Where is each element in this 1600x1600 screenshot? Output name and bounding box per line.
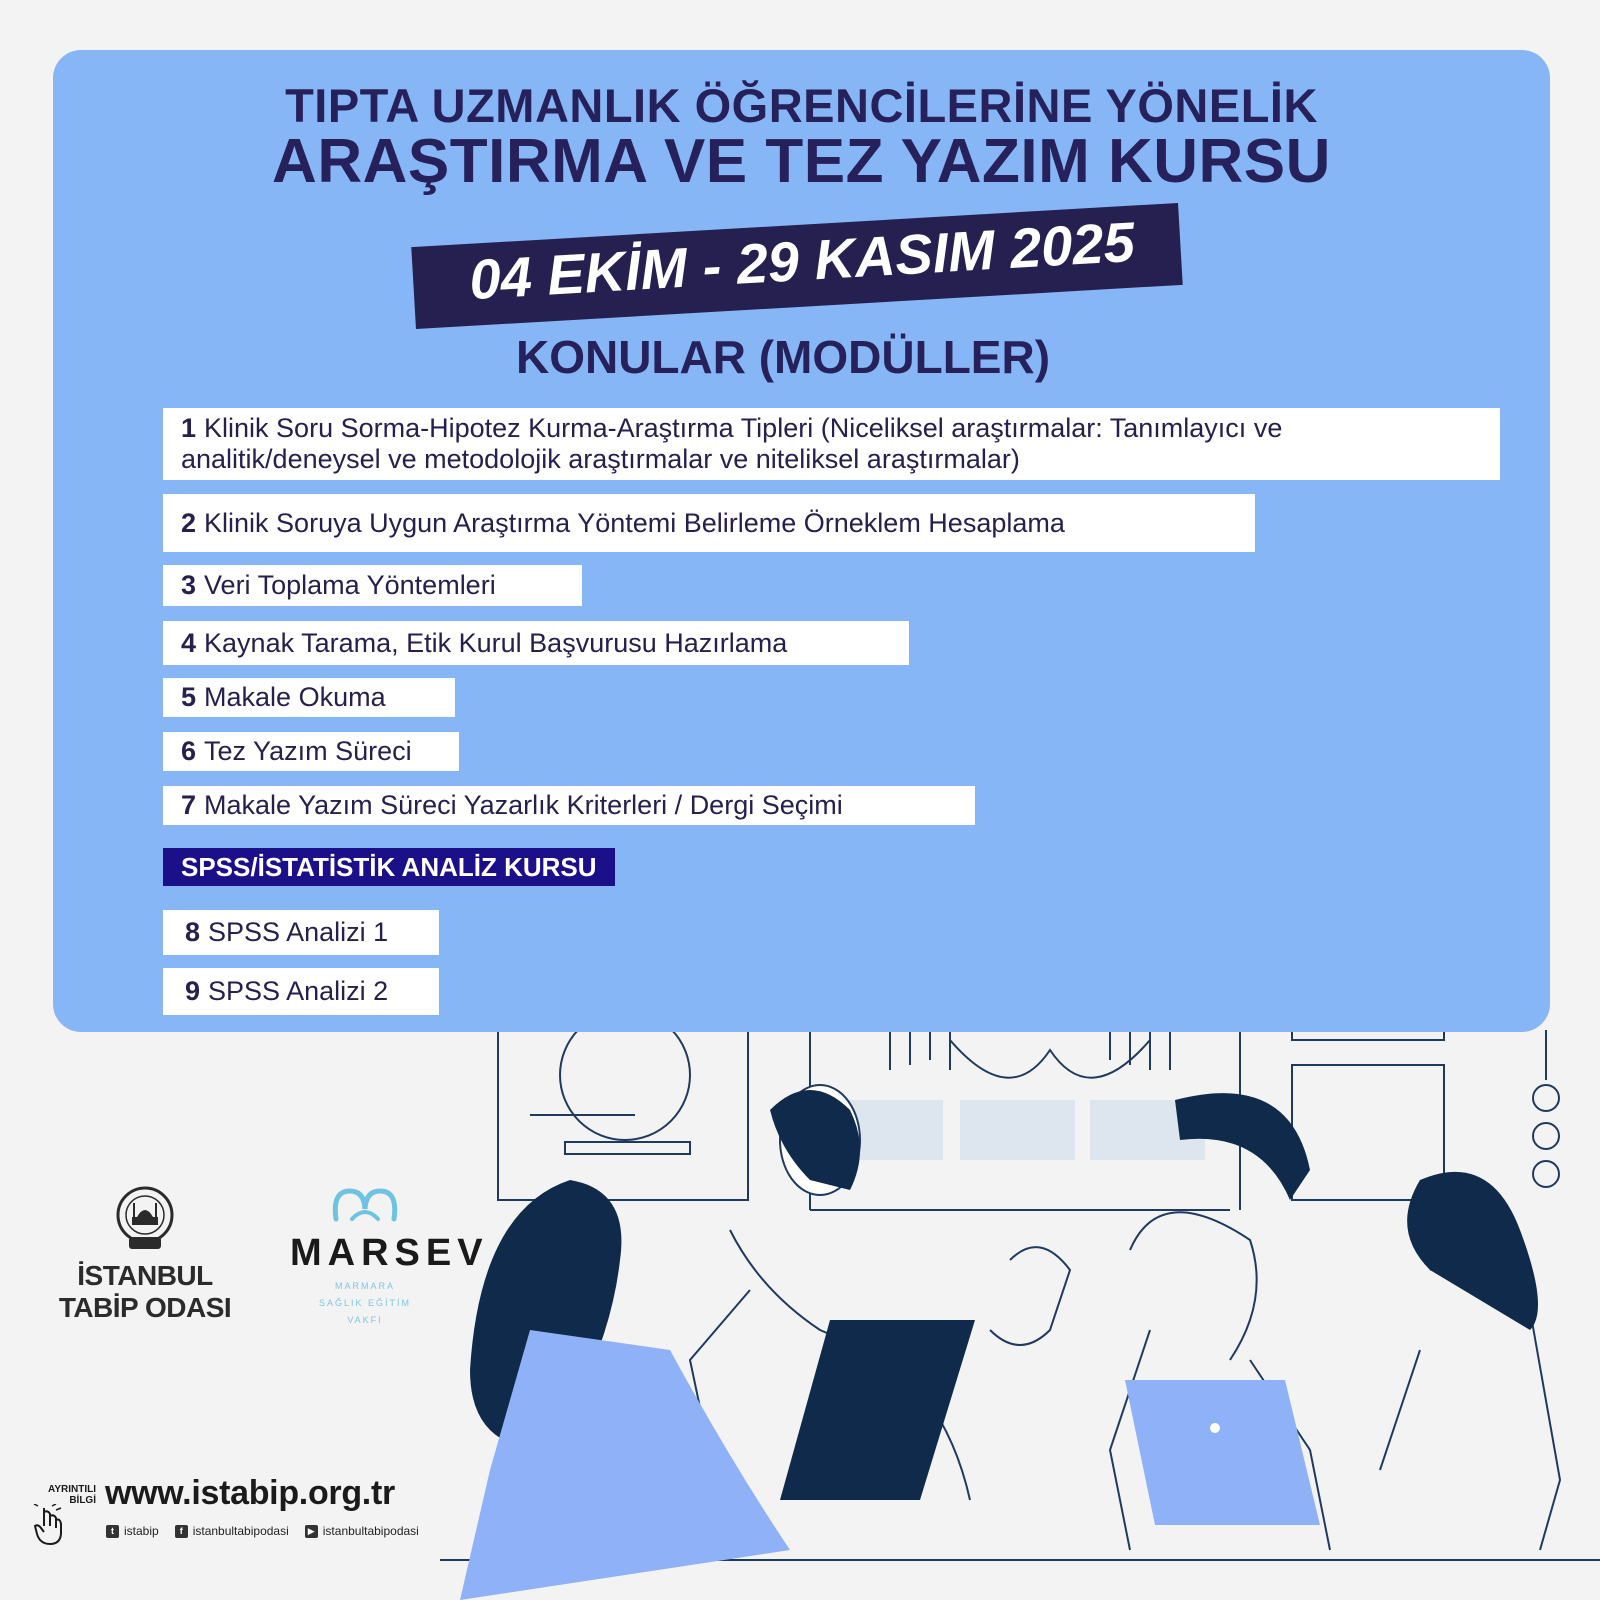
module-number: 9	[185, 976, 201, 1006]
marsev-sub-line2: SAĞLIK EĞİTİM	[318, 1298, 411, 1308]
module-item-3	[163, 565, 582, 606]
marsev-logo-icon	[330, 1185, 400, 1225]
course-title: ARAŞTIRMA VE TEZ YAZIM KURSU	[272, 127, 1331, 196]
module-number: 4	[181, 627, 197, 658]
istanbul-tabip-odasi-seal-icon	[115, 1185, 175, 1253]
social-twitter[interactable]	[106, 1524, 159, 1538]
itb-name-line2: TABİP ODASI	[58, 1292, 232, 1323]
team-illustration	[430, 1030, 1600, 1600]
more-info-line1: AYRINTILI	[48, 1484, 96, 1495]
more-info-label	[36, 1484, 96, 1506]
course-info-panel	[53, 50, 1550, 1032]
marsev-logo	[290, 1185, 489, 1326]
module-number: 1	[181, 413, 197, 443]
module-item-2	[163, 494, 1255, 552]
module-number: 8	[185, 917, 201, 947]
facebook-icon: f	[175, 1525, 188, 1538]
module-text: Klinik Soru Sorma-Hipotez Kurma-Araştırma Tipleri (Niceliksel araştırmalar: Tanımlayıcı ve analitik/deneysel ve metodolojik araştırmalar ve niteliksel araştırmalar)	[181, 413, 1283, 474]
youtube-icon: ▶	[305, 1525, 318, 1538]
social-handle: istanbultabipodasi	[192, 1524, 289, 1538]
social-youtube[interactable]	[305, 1524, 419, 1538]
more-info-line2: BİLGİ	[69, 1495, 96, 1506]
modules-heading: KONULAR (MODÜLLER)	[515, 331, 1051, 383]
website-link[interactable]: www.istabip.org.tr	[105, 1474, 395, 1512]
social-handle: istanbultabipodasi	[322, 1524, 419, 1538]
module-text: Veri Toplama Yöntemleri	[204, 570, 496, 600]
module-number: 6	[181, 736, 197, 766]
module-number: 3	[181, 570, 197, 600]
module-item-6	[163, 732, 459, 771]
twitter-icon: t	[106, 1525, 119, 1538]
module-item-8	[163, 910, 439, 955]
pointing-hand-icon	[32, 1504, 66, 1546]
module-text: Makale Yazım Süreci Yazarlık Kriterleri / Dergi Seçimi	[204, 790, 843, 820]
module-text: SPSS Analizi 2	[208, 976, 389, 1006]
module-text: Makale Okuma	[204, 682, 386, 712]
module-number: 5	[181, 682, 197, 712]
module-text: Tez Yazım Süreci	[204, 736, 412, 766]
module-item-9	[163, 968, 439, 1015]
istanbul-tabip-odasi-logo	[45, 1185, 245, 1322]
spss-course-heading: SPSS/İSTATİSTİK ANALİZ KURSU	[163, 848, 615, 886]
module-item-4	[163, 621, 909, 665]
module-item-5	[163, 678, 455, 717]
module-text: Klinik Soruya Uygun Araştırma Yöntemi Belirleme Örneklem Hesaplama	[204, 507, 1065, 538]
module-number: 7	[181, 790, 197, 820]
marsev-name: MARSEV	[290, 1232, 489, 1274]
social-facebook[interactable]	[175, 1524, 289, 1538]
marsev-sub-line1: MARMARA	[334, 1281, 395, 1291]
module-text: Kaynak Tarama, Etik Kurul Başvurusu Hazırlama	[204, 627, 788, 658]
module-number: 2	[181, 507, 197, 538]
itb-name-line1: İSTANBUL	[77, 1260, 213, 1291]
module-text: SPSS Analizi 1	[208, 917, 389, 947]
module-item-7	[163, 786, 975, 825]
social-handle: istabip	[124, 1524, 159, 1538]
marsev-sub-line3: VAKFI	[347, 1315, 383, 1325]
course-dates: 04 EKİM - 29 KASIM 2025	[467, 209, 1137, 312]
contact-block	[30, 1470, 450, 1550]
social-links	[106, 1524, 419, 1538]
module-item-1	[163, 408, 1500, 480]
subtitle-heading: TIPTA UZMANLIK ÖĞRENCİLERİNE YÖNELİK	[285, 79, 1318, 132]
